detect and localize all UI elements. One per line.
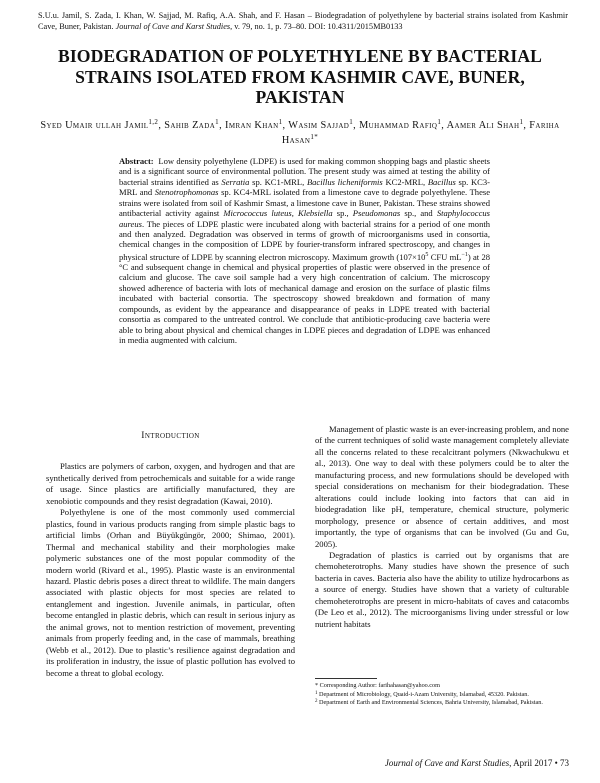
footer-journal: Journal of Cave and Karst Studies	[384, 758, 510, 768]
author-affiliation-mark: 1	[278, 118, 283, 126]
article-title: BIODEGRADATION OF POLYETHYLENE BY BACTERIAL STRAINS ISOLATED FROM KASHMIR CAVE, BUNER, PAKISTAN	[58, 46, 542, 107]
author-separator: ,	[441, 120, 447, 131]
author-separator: ,	[158, 120, 165, 131]
author-separator: ,	[523, 120, 530, 131]
author-name: Sahib Zada	[164, 120, 216, 131]
abstract-text: sp.,	[332, 208, 353, 219]
abstract-species: Micrococcus luteus	[223, 208, 292, 219]
body-paragraph: Degradation of plastics is carried out by organisms that are chemoheterotrophs. Many studies have shown the presence of such bacteria in caves. Bacteria also have the ability to utilize hydrocarbons as a source of energy. Studies have shown that a variety of culturable chemoheterotrophs are present in micro-habitats of caves and catacombs (De Leo et al., 2012). The microorganisms living under stressful or low nutrient habitats	[315, 549, 569, 629]
author-separator: ,	[353, 120, 360, 131]
abstract-species: Stenotrophomonas	[154, 187, 219, 198]
abstract-text: Low density polyethylene (LDPE) is used for making common shopping bags and plastic sheets and is a significant source of environmental pollution. The present study was aimed at testing the ability of bacterial strains identified as	[119, 156, 490, 187]
citation-details: , v. 79, no. 1, p. 73–80. DOI: 10.4311/2015MB0133	[230, 21, 403, 31]
author-name: Syed Umair ullah Jamil	[40, 120, 149, 131]
abstract-text: sp. KC1-MRL,	[249, 176, 307, 187]
citation-header	[38, 11, 568, 32]
abstract-label: Abstract:	[119, 156, 154, 166]
author-affiliation-mark: 1*	[310, 133, 319, 141]
body-paragraph: Plastics are polymers of carbon, oxygen, and hydrogen and that are synthetically derived from petrochemicals and suitable for a wide range of usage. Since plastics are artificially manufactured, they are xenobiotic compounds and they resist degradation (Kawai, 2010).	[46, 461, 295, 506]
left-column	[46, 430, 295, 679]
author-affiliation-mark: 1	[349, 118, 354, 126]
author-name: Muhammad Rafiq	[359, 120, 438, 131]
author-affiliation-mark: 1,2	[148, 118, 159, 126]
footer-page: , April 2017 • 73	[509, 758, 569, 768]
section-heading-introduction: Introduction	[141, 430, 200, 441]
abstract-text: CFU mL	[428, 251, 462, 262]
author-affiliation-mark: 1	[437, 118, 442, 126]
abstract-text: . The pieces of LDPE plastic were incubated along with bacterial strains for a period of one month and then analyzed. Degradation was observed in terms of growth of microorganisms used in consortia, chemical changes in the composition of LDPE by fourier-transform infrared spectroscopy, and changes in physical structure of LDPE by scanning electron microscopy. Maximum growth (107×10	[119, 218, 490, 262]
author-name: Aamer Ali Shah	[446, 120, 520, 131]
abstract-text: ) at 28 °C and subsequent change in chemical and physical properties of plastic were observed in the presence of calcium and glucose. The cave soil sample had a very high concentration of calcium. The microscopy showed adherence of bacteria with lots of mechanical damage and erosion on the surface of plastic films incubated with bacterial consortia. The spectroscopy showed breakdown and formation of many compounds, as evident by the appearance and disappearance of peaks in LDPE treated with bacterial consortia as compared to the untreated control. We conclude that antibiotic-producing cave bacteria were able to bring about physical and chemical changes in LDPE pieces and degradation of LDPE was enhanced in media augmented with calcium.	[119, 251, 490, 346]
author-list	[34, 118, 566, 148]
author-affiliation-mark: 1	[215, 118, 220, 126]
author-name: Wasim Sajjad	[288, 120, 350, 131]
author-name: Imran Khan	[225, 120, 279, 131]
abstract-species: Klebsiella	[298, 208, 333, 219]
author-affiliation-mark: 1	[519, 118, 524, 126]
footnote-affiliation-2	[315, 699, 569, 708]
abstract-text: sp. KC4-MRL isolated from a limestone cave to degrade polyethylene. These strains were isolated from soil of Kashmir Smast, a limestone cave in Buner, Pakistan. These strains showed antibacterial activity against	[119, 187, 490, 219]
footnote-corresponding: * Corresponding Author: farihahasan@yahoo.com	[315, 682, 440, 689]
abstract-text: KC2-MRL,	[382, 176, 428, 187]
footnote-text: Department of Earth and Environmental Sciences, Bahria University, Islamabad, Pakistan.	[317, 699, 543, 707]
footnote-affiliation-1	[315, 691, 569, 700]
author-separator: ,	[219, 120, 226, 131]
abstract	[119, 156, 490, 345]
abstract-superscript: 5	[425, 251, 429, 258]
footnotes	[315, 682, 569, 708]
right-column	[315, 424, 569, 630]
abstract-species: Pseudomonas	[352, 208, 401, 219]
footnote-mark: 2	[315, 699, 318, 705]
body-paragraph: Management of plastic waste is an ever-increasing problem, and none of the current techniques of solid waste management completely alleviate all the concerns related to these recalcitrant polymers (Nkwachukwu et al., 2013). One way to deal with these polymers could be to alter the manufacturing process, and new formulations should be developed with special considerations on mechanism for their biodegradation. These alterations could include looking into factors that can aid in biodegradation like pH, temperature, chemical structure, polymeric morphology, presence or absence of certain additives, and most importantly, the type of organisms that can be involved (Gu and Gu, 2005).	[315, 424, 569, 549]
abstract-superscript: −1	[461, 251, 468, 258]
citation-text: S.U.u. Jamil, S. Zada, I. Khan, W. Sajjad, M. Rafiq, A.A. Shah, and F. Hasan – Biodegradation of polyethylene by bacterial strains isolated from Kashmir Cave, Buner, Pakistan.	[38, 11, 568, 31]
footnote-mark: 1	[315, 690, 318, 696]
body-paragraph: Polyethylene is one of the most commonly used commercial plastics, found in various products ranging from simple plastic bags to artificial limbs (Orhan and Büyükgüngör, 2000; Shimao, 2001). Thermal and mechanical stability and their morphologies make polymeric substances one of the most popular commodity of the modern world (Rivard et al., 1995). Plastic waste is an environmental hazard. Plastic debris poses a direct threat to wildlife. The main dangers associated with plastic objects for most species are related to entanglement and ingestion. Juvenile animals, in particular, often become entangled in plastic debris, which can result in serious injury as the animal grows, not to mention restriction of movement, preventing animals from properly feeding and, in the case of mammals, breathing (Webb et al., 2012). Due to plastic’s resilience against degradation and its proliferation in industry, the issue of plastic pollution has evolved to become a threat to global ecology.	[46, 507, 295, 678]
abstract-species: Bacillus licheniformis	[306, 176, 383, 187]
author-name: Fariha Hasan	[281, 120, 560, 146]
footnote-text: Department of Microbiology, Quaid-i-Azam University, Islamabad, 45320. Pakistan.	[317, 690, 529, 698]
abstract-species: Serratia	[221, 176, 250, 187]
abstract-text: sp. KC3-MRL and	[119, 176, 490, 198]
author-separator: ,	[282, 120, 289, 131]
footnote-divider	[315, 678, 377, 679]
abstract-text: ,	[291, 208, 299, 219]
page-footer	[315, 758, 569, 769]
abstract-text: sp., and	[400, 208, 437, 219]
abstract-species: Bacillus	[427, 176, 456, 187]
abstract-species: Staphylococcus aureus	[119, 208, 490, 229]
citation-journal: Journal of Cave and Karst Studies	[115, 21, 231, 31]
